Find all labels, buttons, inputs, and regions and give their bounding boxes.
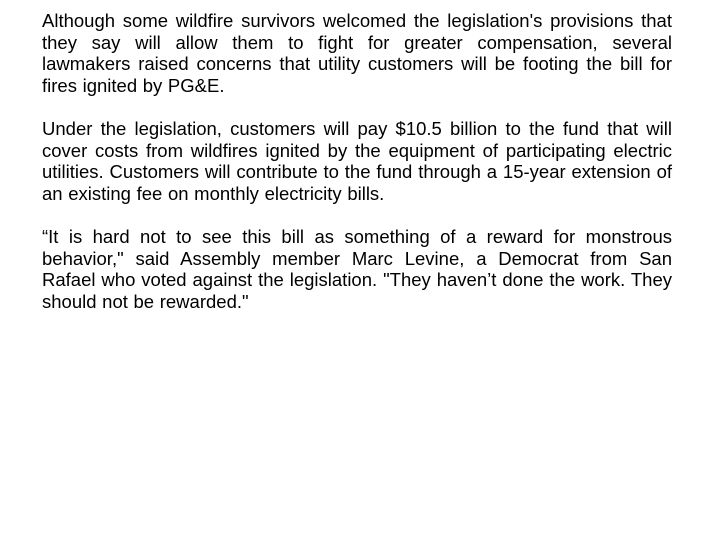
paragraph-3-quote: “It is hard not to see this bill as something of a reward for monstrous behavior," said Assembly member Marc Levine, a Democrat from San Rafael who voted against the legislation. "They haven’t done the work. They should not be rewarded."	[42, 226, 672, 312]
paragraph-1: Although some wildfire survivors welcomed the legislation's provisions that they say will allow them to fight for greater compensation, several lawmakers raised concerns that utility customers will be footing the bill for fires ignited by PG&E.	[42, 10, 672, 96]
paragraph-2: Under the legislation, customers will pay $10.5 billion to the fund that will cover costs from wildfires ignited by the equipment of participating electric utilities. Customers will contribute to the fund through a 15-year extension of an existing fee on monthly electricity bills.	[42, 118, 672, 204]
body-text	[42, 10, 672, 334]
